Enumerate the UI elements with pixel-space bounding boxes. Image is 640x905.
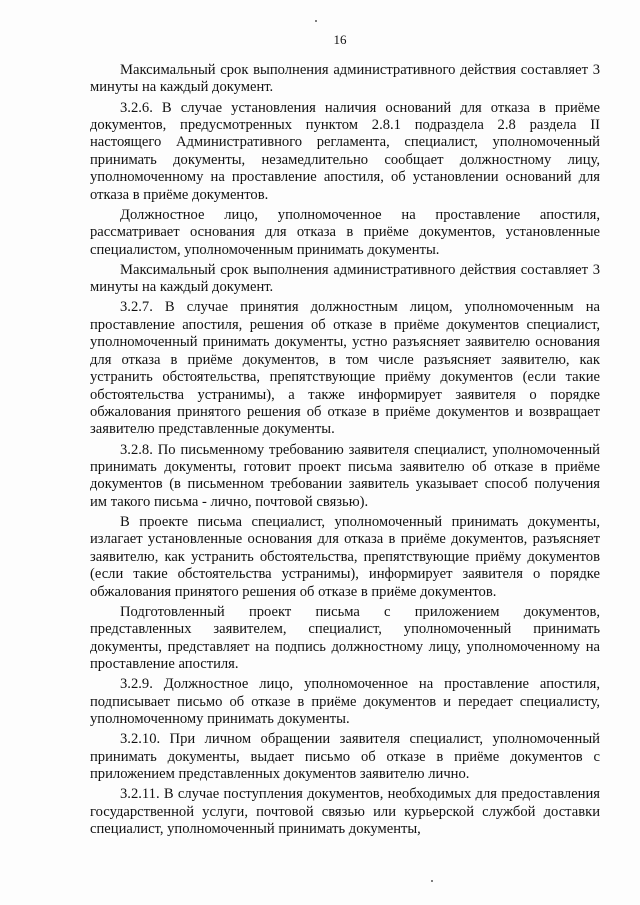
paragraph: Максимальный срок выполнения административного действия составляет 3 минуты на каждый документ. <box>90 62 600 96</box>
scan-speck <box>431 880 433 882</box>
paragraph: Максимальный срок выполнения административного действия составляет 3 минуты на каждый документ. <box>90 261 600 296</box>
paragraph: В проекте письма специалист, уполномоченный принимать документы, излагает установленные основания для отказа в приёме документов, разъясняет заявителю, как устранить обстоятельства, препятствующие приёму документов (если такие обстоятельства устранимы), информирует заявителя о порядке обжалования принятого решения об отказе в приёме документов. <box>90 513 600 600</box>
paragraph: Должностное лицо, уполномоченное на проставление апостиля, рассматривает основания для отказа в приёме документов, установленные специалистом, уполномоченным принимать документы. <box>90 206 600 258</box>
paragraph: 3.2.6. В случае установления наличия оснований для отказа в приёме документов, предусмотренных пунктом 2.8.1 подраздела 2.8 раздела II настоящего Административного регламента, специалист, уполномоченный принимать документы, незамедлительно сообщает должностному лицу, уполномоченному на проставление апостиля, об установлении оснований для отказа в приёме документов. <box>90 99 600 203</box>
paragraph: 3.2.8. По письменному требованию заявителя специалист, уполномоченный принимать документы, готовит проект письма заявителю об отказе в приёме документов (в письменном требовании заявитель указывает способ получения им такого письма - лично, почтовой связью). <box>90 441 600 510</box>
page-number: 16 <box>333 32 347 47</box>
document-body <box>90 62 600 841</box>
paragraph: 3.2.10. При личном обращении заявителя специалист, уполномоченный принимать документы, выдает письмо об отказе в приёме документов с приложением представленных документов заявителю лично. <box>90 731 600 783</box>
scan-speck <box>315 20 317 22</box>
paragraph: Подготовленный проект письма с приложением документов, представленных заявителем, специалист, уполномоченный принимать документы, представляет на подпись должностному лицу, уполномоченному на проставление апостиля. <box>90 603 600 672</box>
paragraph: 3.2.11. В случае поступления документов, необходимых для предоставления государственной услуги, почтовой связью или курьерской службой доставки специалист, уполномоченный принимать документы, <box>90 786 600 838</box>
paragraph: 3.2.7. В случае принятия должностным лицом, уполномоченным на проставление апостиля, решения об отказе в приёме документов специалист, уполномоченный принимать документы, устно разъясняет заявителю основания для отказа в приёме документов, в том числе разъясняет заявителю, как устранить обстоятельства, препятствующие приёму документов (если такие обстоятельства устранимы), а также информирует заявителя о порядке обжалования принятого решения об отказе в приёме документов и возвращает заявителю представленные документы. <box>90 299 600 438</box>
paragraph: 3.2.9. Должностное лицо, уполномоченное на проставление апостиля, подписывает письмо об отказе в приёме документов и передает специалисту, уполномоченному принимать документы. <box>90 676 600 727</box>
